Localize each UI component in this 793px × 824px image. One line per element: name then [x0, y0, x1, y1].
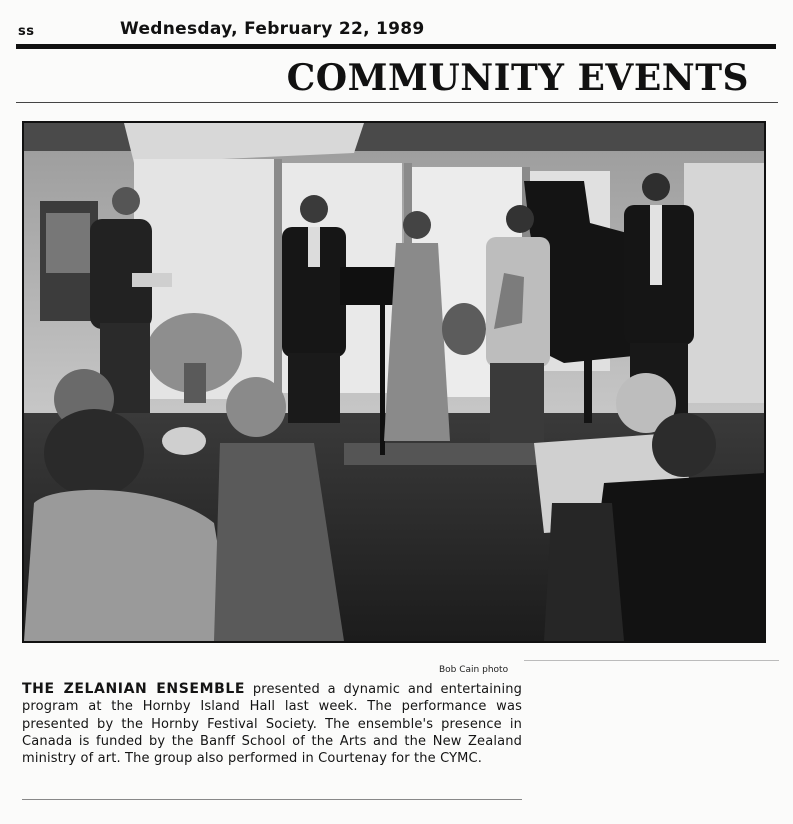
- concert-photo: [22, 121, 766, 643]
- section-code: ss: [18, 24, 35, 39]
- photo-credit: Bob Cain photo: [439, 665, 509, 675]
- masthead-rule: [16, 44, 776, 49]
- photo-caption: [22, 681, 522, 767]
- caption-lead: THE ZELANIAN ENSEMBLE: [22, 681, 246, 697]
- section-headline: COMMUNITY EVENTS: [286, 57, 749, 99]
- side-rule: [524, 660, 779, 661]
- caption-body: presented a dynamic and entertaining program at the Hornby Island Hall last week. The performance was presented by the Hornby Festival Society. The ensemble's presence in Canada is funded by the Banff School of the Arts and the New Zealand ministry of art. The group also performed in Courtenay for the CYMC.: [22, 682, 522, 767]
- dateline: Wednesday, February 22, 1989: [120, 19, 425, 39]
- bottom-rule: [22, 799, 522, 800]
- headline-rule: [16, 102, 778, 103]
- concert-photo-image: [24, 123, 764, 641]
